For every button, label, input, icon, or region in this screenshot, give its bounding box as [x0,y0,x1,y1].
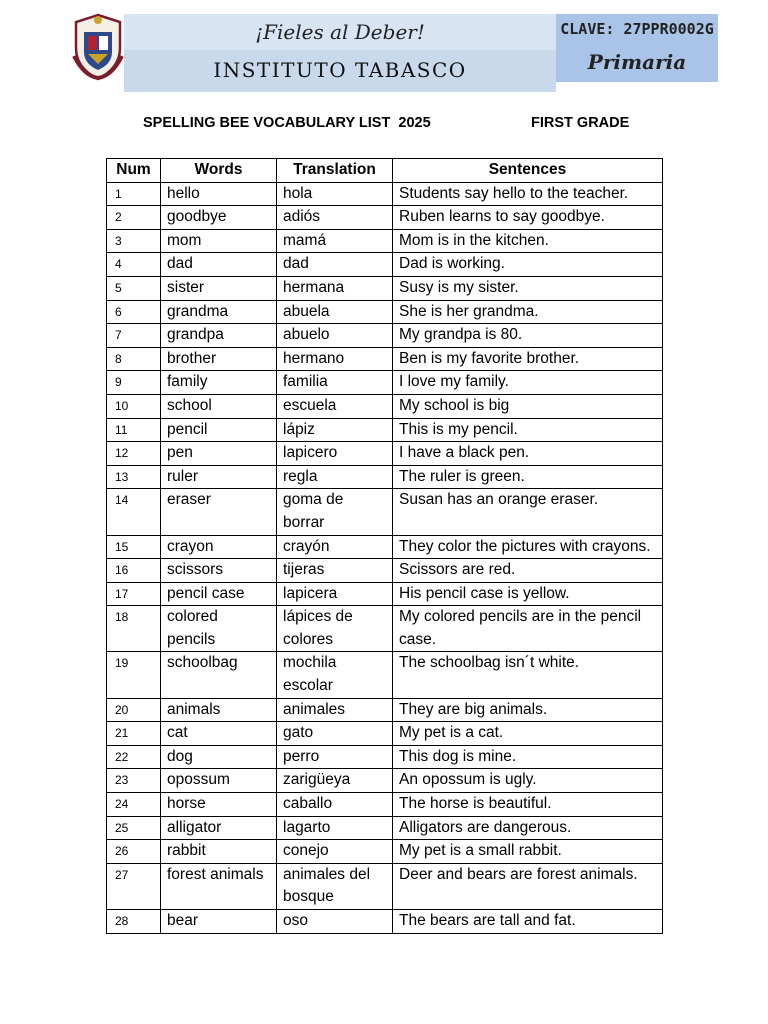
cell-sentence: The bears are tall and fat. [393,910,663,934]
table-row [107,206,663,230]
cell-translation: lapicera [277,582,393,606]
table-row [107,652,663,698]
table-row [107,489,663,535]
cell-sentence: Scissors are red. [393,559,663,583]
cell-num: 16 [107,559,161,583]
cell-sentence: Ruben learns to say goodbye. [393,206,663,230]
table-row [107,324,663,348]
cell-num: 10 [107,394,161,418]
cell-word: hello [161,182,277,206]
cell-word: brother [161,347,277,371]
cell-num: 27 [107,863,161,909]
cell-word: sister [161,276,277,300]
table-row [107,863,663,909]
cell-translation: regla [277,465,393,489]
cell-word: goodbye [161,206,277,230]
table-row [107,722,663,746]
cell-sentence: I have a black pen. [393,442,663,466]
cell-word: horse [161,793,277,817]
cell-translation: goma de borrar [277,489,393,535]
cell-word: dad [161,253,277,277]
school-name: INSTITUTO TABASCO [213,58,467,82]
vocabulary-table [106,158,663,934]
cell-sentence: Dad is working. [393,253,663,277]
cell-sentence: An opossum is ugly. [393,769,663,793]
cell-translation: lapicero [277,442,393,466]
cell-translation: abuelo [277,324,393,348]
cell-word: ruler [161,465,277,489]
cell-num: 22 [107,745,161,769]
column-header-num: Num [107,159,161,183]
cell-num: 2 [107,206,161,230]
cell-translation: escuela [277,394,393,418]
cell-translation: lápices de colores [277,606,393,652]
cell-num: 14 [107,489,161,535]
column-header-sentences: Sentences [393,159,663,183]
cell-translation: zarigüeya [277,769,393,793]
cell-num: 7 [107,324,161,348]
table-row [107,371,663,395]
cell-sentence: My school is big [393,394,663,418]
table-row [107,793,663,817]
table-row [107,745,663,769]
cell-num: 19 [107,652,161,698]
cell-word: grandma [161,300,277,324]
cell-sentence: Ben is my favorite brother. [393,347,663,371]
cell-num: 13 [107,465,161,489]
cell-word: cat [161,722,277,746]
cell-translation: mochila escolar [277,652,393,698]
cell-translation: animales [277,698,393,722]
cell-sentence: This is my pencil. [393,418,663,442]
list-title: SPELLING BEE VOCABULARY LIST 2025 [143,115,431,131]
cell-num: 4 [107,253,161,277]
cell-sentence: Mom is in the kitchen. [393,229,663,253]
cell-translation: lápiz [277,418,393,442]
cell-word: school [161,394,277,418]
column-header-words: Words [161,159,277,183]
cell-translation: crayón [277,535,393,559]
table-row [107,182,663,206]
document-header [70,12,718,82]
cell-num: 8 [107,347,161,371]
cell-num: 9 [107,371,161,395]
cell-word: animals [161,698,277,722]
table-row [107,394,663,418]
cell-sentence: The horse is beautiful. [393,793,663,817]
cell-word: pencil [161,418,277,442]
cell-translation: lagarto [277,816,393,840]
cell-translation: tijeras [277,559,393,583]
cell-word: mom [161,229,277,253]
school-code: CLAVE: 27PPR0002G [560,20,714,38]
grade-label: FIRST GRADE [531,115,630,131]
cell-num: 3 [107,229,161,253]
cell-translation: animales del bosque [277,863,393,909]
cell-num: 1 [107,182,161,206]
table-row [107,535,663,559]
table-row [107,347,663,371]
cell-word: forest animals [161,863,277,909]
cell-translation: oso [277,910,393,934]
cell-num: 12 [107,442,161,466]
cell-sentence: My grandpa is 80. [393,324,663,348]
cell-translation: hola [277,182,393,206]
table-row [107,606,663,652]
cell-num: 11 [107,418,161,442]
school-banner [124,14,556,92]
table-row [107,229,663,253]
school-code-box [556,14,718,82]
vocabulary-table-body [107,182,663,933]
cell-sentence: Deer and bears are forest animals. [393,863,663,909]
table-row [107,418,663,442]
cell-word: scissors [161,559,277,583]
table-row [107,910,663,934]
cell-translation: adiós [277,206,393,230]
cell-num: 24 [107,793,161,817]
cell-word: alligator [161,816,277,840]
school-level: Primaria [587,50,687,74]
table-row [107,465,663,489]
cell-word: schoolbag [161,652,277,698]
cell-translation: gato [277,722,393,746]
table-row [107,276,663,300]
cell-sentence: Alligators are dangerous. [393,816,663,840]
cell-sentence: They color the pictures with crayons. [393,535,663,559]
cell-num: 23 [107,769,161,793]
cell-word: dog [161,745,277,769]
table-row [107,698,663,722]
cell-translation: abuela [277,300,393,324]
cell-sentence: They are big animals. [393,698,663,722]
cell-translation: caballo [277,793,393,817]
cell-translation: hermano [277,347,393,371]
column-header-translation: Translation [277,159,393,183]
cell-sentence: The schoolbag isn´t white. [393,652,663,698]
table-row [107,300,663,324]
table-header-row [107,159,663,183]
cell-translation: dad [277,253,393,277]
cell-sentence: His pencil case is yellow. [393,582,663,606]
cell-num: 20 [107,698,161,722]
cell-num: 25 [107,816,161,840]
cell-sentence: Susan has an orange eraser. [393,489,663,535]
cell-word: rabbit [161,840,277,864]
cell-translation: perro [277,745,393,769]
school-motto: ¡Fieles al Deber! [124,14,556,50]
table-row [107,253,663,277]
cell-word: grandpa [161,324,277,348]
school-crest-icon [70,12,126,82]
cell-num: 5 [107,276,161,300]
cell-num: 6 [107,300,161,324]
cell-sentence: Students say hello to the teacher. [393,182,663,206]
cell-word: eraser [161,489,277,535]
cell-sentence: Susy is my sister. [393,276,663,300]
cell-sentence: I love my family. [393,371,663,395]
table-row [107,559,663,583]
cell-num: 28 [107,910,161,934]
cell-sentence: My pet is a cat. [393,722,663,746]
table-row [107,442,663,466]
table-row [107,840,663,864]
cell-num: 21 [107,722,161,746]
cell-sentence: She is her grandma. [393,300,663,324]
cell-translation: mamá [277,229,393,253]
cell-word: crayon [161,535,277,559]
cell-num: 17 [107,582,161,606]
cell-num: 26 [107,840,161,864]
table-row [107,582,663,606]
cell-word: pen [161,442,277,466]
cell-translation: conejo [277,840,393,864]
cell-word: opossum [161,769,277,793]
cell-sentence: My pet is a small rabbit. [393,840,663,864]
table-row [107,769,663,793]
cell-word: colored pencils [161,606,277,652]
cell-sentence: This dog is mine. [393,745,663,769]
cell-translation: hermana [277,276,393,300]
cell-sentence: The ruler is green. [393,465,663,489]
cell-num: 15 [107,535,161,559]
cell-word: bear [161,910,277,934]
cell-word: family [161,371,277,395]
cell-word: pencil case [161,582,277,606]
cell-translation: familia [277,371,393,395]
table-row [107,816,663,840]
cell-sentence: My colored pencils are in the pencil case. [393,606,663,652]
cell-num: 18 [107,606,161,652]
